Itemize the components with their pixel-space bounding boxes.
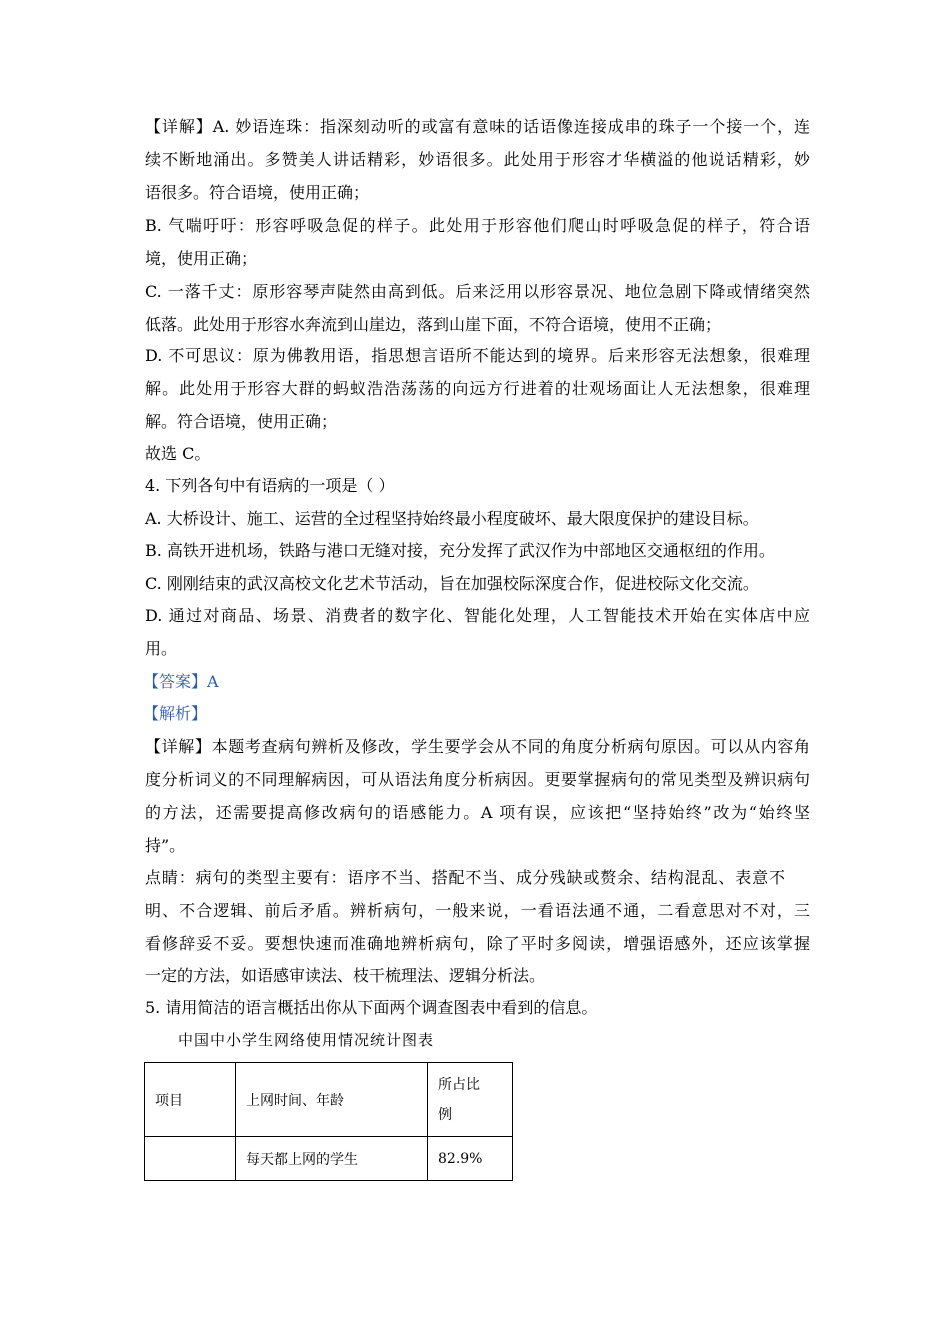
question-4-stem: 4. 下列各句中有语病的一项是（ ） (145, 476, 395, 495)
text-line: 境，使用正确； (145, 249, 258, 268)
text-line: B. 气喘吁吁：形容呼吸急促的样子。此处用于形容他们爬山时呼吸急促的样子，符合语 (145, 216, 810, 235)
table-cell (428, 1063, 513, 1137)
table-cell (145, 1137, 236, 1181)
text-line: 解。符合语境，使用正确； (145, 412, 338, 431)
option-b: B. 高铁开进机场，铁路与港口无缝对接，充分发挥了武汉作为中部地区交通枢纽的作用。 (145, 541, 775, 560)
text-line: 续不断地涌出。多赞美人讲话精彩，妙语很多。此处用于形容才华横溢的他说话精彩，妙 (145, 150, 810, 169)
table-cell: 每天都上网的学生 (236, 1137, 428, 1181)
text-line: 【详解】A. 妙语连珠：指深刻动听的或富有意味的话语像连接成串的珠子一个接一个，连 (145, 117, 810, 136)
option-a: A. 大桥设计、施工、运营的全过程坚持始终最小程度破坏、最大限度保护的建设目标。 (145, 509, 759, 528)
table-cell: 82.9% (428, 1137, 513, 1181)
table-row (145, 1137, 513, 1181)
header-line: 例 (438, 1106, 452, 1123)
table-cell: 项目 (145, 1063, 236, 1137)
text-line: 故选 C。 (145, 444, 211, 463)
text-line: 度分析词义的不同理解病因，可从语法角度分析病因。更要掌握病句的常见类型及辨识病句 (145, 770, 810, 789)
text-line: 看修辞妥不妥。要想快速而准确地辨析病句，除了平时多阅读，增强语感外，还应该掌握 (145, 934, 810, 953)
option-d: D. 通过对商品、场景、消费者的数字化、智能化处理，人工智能技术开始在实体店中应 (145, 606, 810, 625)
analysis-label: 【解析】 (143, 704, 208, 723)
text-line: 明、不合逻辑、前后矛盾。辨析病句，一般来说，一看语法通不通，二看意思对不对，三 (145, 901, 810, 920)
text-line: 解。此处用于形容大群的蚂蚁浩浩荡荡的向远方行进着的壮观场面让人无法想象，很难理 (145, 379, 810, 398)
text-line: 持”。 (145, 836, 186, 855)
header-line: 所占比 (438, 1076, 480, 1093)
table-title: 中国中小学生网络使用情况统计图表 (178, 1031, 435, 1049)
question-5-stem: 5. 请用简洁的语言概括出你从下面两个调查图表中看到的信息。 (145, 998, 598, 1017)
answer-label: 【答案】A (143, 672, 219, 691)
text-line: D. 不可思议：原为佛教用语，指思想言语所不能达到的境界。后来形容无法想象，很难理 (145, 346, 810, 365)
text-line: 语很多。符合语境，使用正确； (145, 183, 370, 202)
table-cell: 上网时间、年龄 (236, 1063, 428, 1137)
option-c: C. 刚刚结束的武汉高校文化艺术节活动，旨在加强校际深度合作，促进校际文化交流。 (145, 574, 759, 593)
text-line: 点睛：病句的类型主要有：语序不当、搭配不当、成分残缺或赘余、结构混乱、表意不 (145, 868, 785, 887)
text-line: 一定的方法，如语感审读法、枝干梳理法、逻辑分析法。 (145, 966, 546, 985)
table-row (145, 1063, 513, 1137)
text-line: 的方法，还需要提高修改病句的语感能力。A 项有误，应该把“坚持始终”改为“始终坚 (145, 803, 810, 822)
statistics-table (144, 1062, 513, 1181)
text-line: C. 一落千丈：原形容琴声陡然由高到低。后来泛用以形容景况、地位急剧下降或情绪突然 (145, 282, 810, 301)
text-line: 【详解】本题考查病句辨析及修改，学生要学会从不同的角度分析病句原因。可以从内容角 (145, 737, 810, 756)
text-line: 低落。此处用于形容水奔流到山崖边，落到山崖下面，不符合语境，使用不正确； (145, 315, 722, 334)
text-line: 用。 (145, 639, 178, 658)
